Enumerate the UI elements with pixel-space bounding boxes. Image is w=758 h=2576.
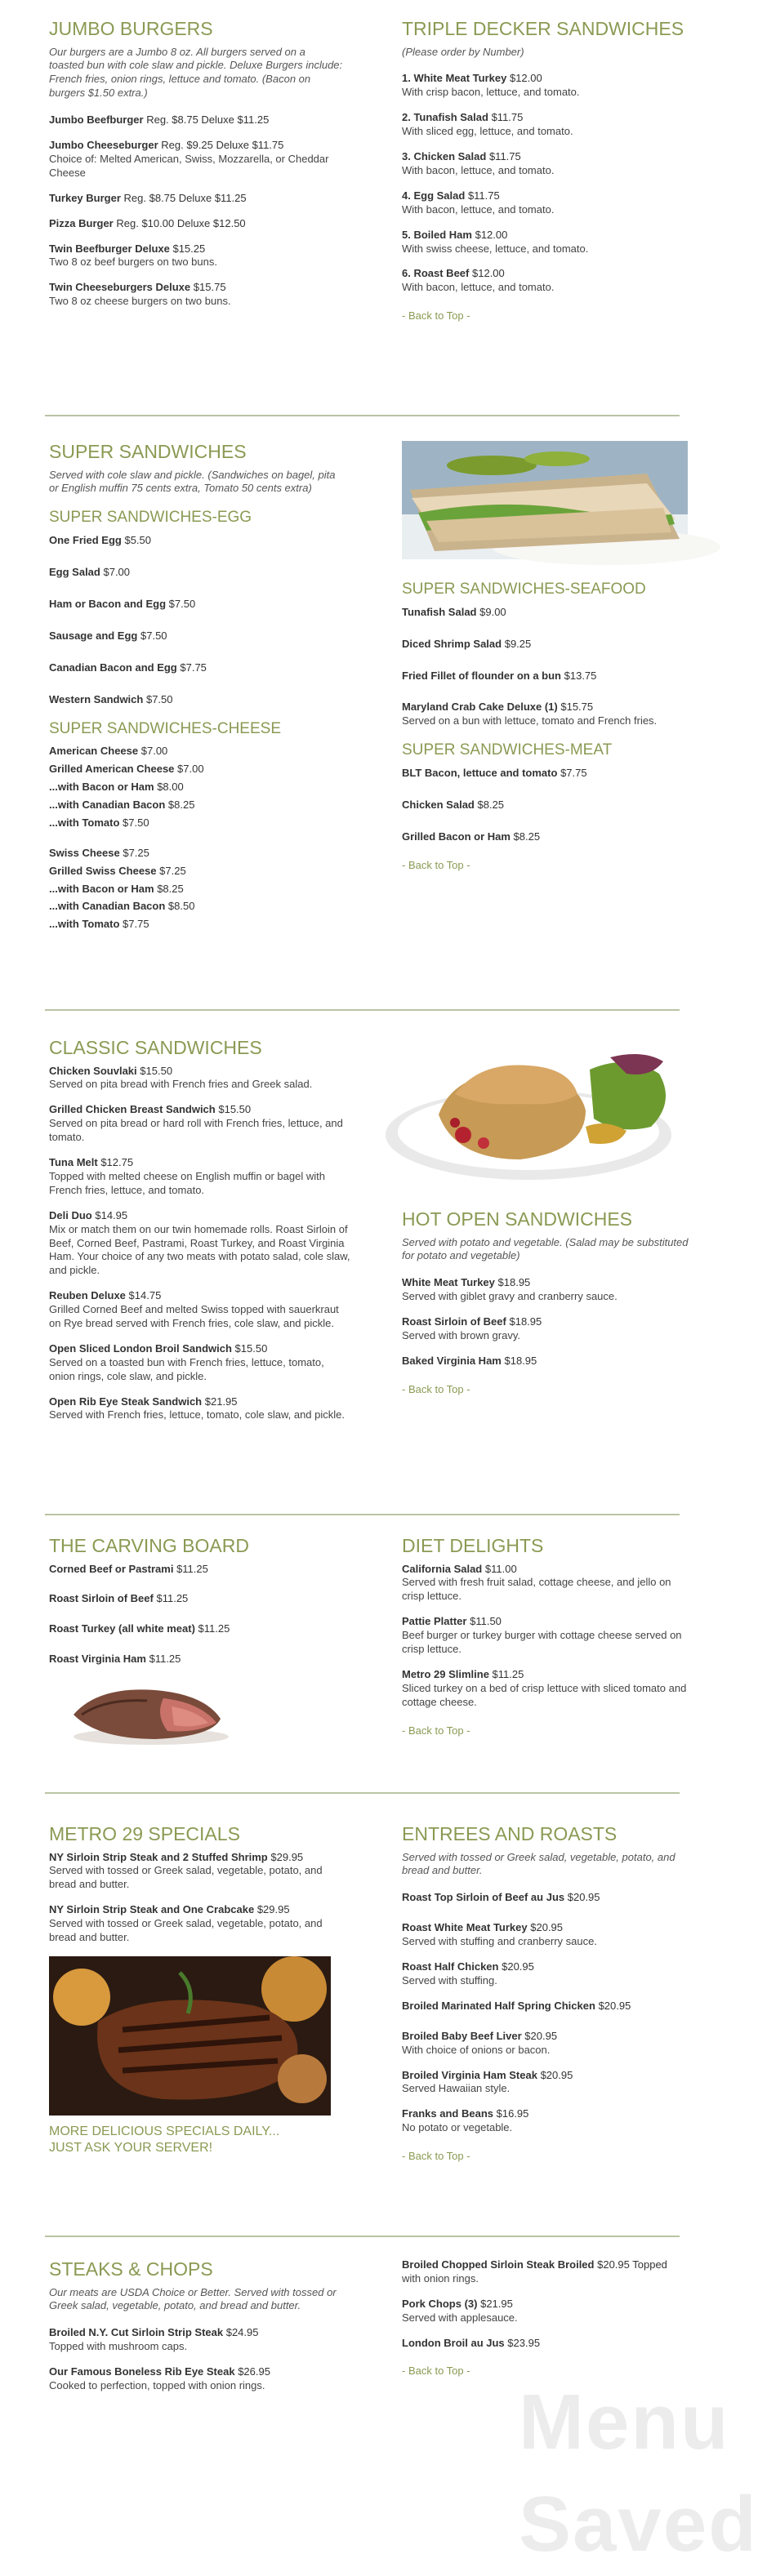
- roast-beef-photo: [65, 1678, 237, 1747]
- item-price: $8.25: [513, 830, 541, 843]
- item-desc: With choice of onions or bacon.: [402, 2043, 551, 2056]
- item-name: Roast Top Sirloin of Beef au Jus: [402, 1891, 565, 1904]
- back-to-top-link[interactable]: - Back to Top -: [402, 1382, 470, 1395]
- item-price: $8.25: [167, 798, 195, 811]
- item-price: $8.50: [167, 900, 195, 913]
- item-desc: Served with tossed or Greek salad, vegetable, potato, and bread and butter.: [49, 1864, 323, 1891]
- menu-item: [49, 2326, 343, 2354]
- item-price: $15.50: [234, 1341, 268, 1355]
- menu-item: [49, 661, 343, 675]
- menu-item: [49, 918, 343, 932]
- item-price: $20.95: [524, 2029, 558, 2042]
- item-name: Jumbo Cheeseburger: [49, 139, 158, 152]
- steaks-chops-column: [49, 2258, 343, 2405]
- item-price: $29.95: [270, 1850, 304, 1863]
- diet-delights-column: [402, 1535, 696, 1738]
- section-title: SUPER SANDWICHES: [49, 441, 247, 462]
- item-desc: Served with French fries, lettuce, tomato, cole slaw, and pickle.: [49, 1408, 346, 1421]
- item-price: $15.75: [193, 281, 226, 294]
- item-price: $7.50: [123, 816, 149, 829]
- menu-item: [49, 763, 343, 776]
- menu-item: [402, 1615, 696, 1657]
- menu-item: [49, 745, 343, 759]
- section-intro: Our burgers are a Jumbo 8 oz. All burgers served on a toasted bun with cole slaw and pickle. Deluxe Burgers include: French fries, onion rings, lettuce and tomato. (Bacon on burgers $1.50 extra.): [49, 45, 343, 100]
- item-price: $8.25: [477, 798, 505, 811]
- item-desc: Served with stuffing.: [402, 1973, 497, 1987]
- super-sandwiches-left-column: [49, 441, 343, 936]
- item-name: ...with Canadian Bacon: [49, 900, 166, 913]
- item-name: Turkey Burger: [49, 191, 121, 204]
- item-price: $18.95: [509, 1315, 542, 1328]
- item-price: $14.95: [95, 1208, 128, 1221]
- menu-item: [402, 72, 696, 100]
- section-title: DIET DELIGHTS: [402, 1535, 544, 1556]
- item-name: Broiled Chopped Sirloin Steak Broiled: [402, 2258, 595, 2271]
- back-to-top-link[interactable]: - Back to Top -: [402, 858, 470, 871]
- item-desc: With crisp bacon, lettuce, and tomato.: [402, 86, 580, 99]
- item-price: Reg. $8.75 Deluxe $11.25: [123, 191, 247, 204]
- menu-item: [49, 1653, 343, 1666]
- item-name: ...with Canadian Bacon: [49, 798, 166, 811]
- menu-item: [49, 900, 343, 914]
- item-name: Open Rib Eye Steak Sandwich: [49, 1395, 203, 1408]
- item-price: $15.25: [172, 242, 206, 255]
- item-name: California Salad: [402, 1562, 483, 1575]
- menu-item: [402, 189, 696, 217]
- item-name: Fried Fillet of flounder on a bun: [402, 669, 561, 682]
- item-desc: Choice of: Melted American, Swiss, Mozzarella, or Cheddar Cheese: [49, 152, 329, 179]
- item-name: Roast Sirloin of Beef: [49, 1592, 154, 1605]
- menu-item: [49, 1156, 351, 1198]
- item-price: $11.25: [156, 1592, 189, 1605]
- super-sandwiches-right-column: [402, 441, 696, 873]
- menu-item: [49, 1342, 351, 1384]
- item-name: Roast Half Chicken: [402, 1960, 499, 1973]
- item-desc: Topped with melted cheese on English muffin or bagel with French fries, lettuce, and tomato.: [49, 1169, 325, 1196]
- section-title: METRO 29 SPECIALS: [49, 1823, 240, 1844]
- item-name: Twin Beefburger Deluxe: [49, 242, 170, 255]
- steak-photo: [49, 1956, 331, 2116]
- menu-item: [49, 1592, 343, 1606]
- item-name: Pork Chops (3): [402, 2297, 478, 2310]
- section-title: ENTREES AND ROASTS: [402, 1823, 618, 1844]
- item-price: $11.25: [198, 1622, 230, 1635]
- back-to-top-link[interactable]: - Back to Top -: [402, 2150, 470, 2163]
- menu-item: [402, 1960, 696, 1988]
- steaks-chops-right-column: [402, 2258, 696, 2378]
- menu-item: [402, 606, 696, 620]
- item-price: $7.00: [177, 763, 204, 776]
- item-price: $20.95: [530, 1921, 564, 1934]
- item-name: Pizza Burger: [49, 216, 114, 229]
- item-name: Roast White Meat Turkey: [402, 1921, 528, 1934]
- hot-open-sandwiches-column: [402, 1037, 696, 1397]
- menu-item: [49, 113, 343, 127]
- item-price: $9.25: [504, 637, 532, 650]
- menu-item: [49, 281, 343, 309]
- item-name: 5. Boiled Ham: [402, 228, 472, 241]
- item-name: London Broil au Jus: [402, 2336, 505, 2349]
- back-to-top-link[interactable]: - Back to Top -: [402, 309, 470, 323]
- item-price: $7.25: [159, 864, 186, 877]
- item-name: Twin Cheeseburgers Deluxe: [49, 281, 191, 294]
- item-name: Open Sliced London Broil Sandwich: [49, 1341, 232, 1355]
- item-name: Our Famous Boneless Rib Eye Steak: [49, 2365, 235, 2378]
- triple-decker-column: [402, 18, 696, 323]
- item-name: Grilled Bacon or Ham: [402, 830, 511, 843]
- carving-board-column: [49, 1535, 343, 1747]
- menu-item: [49, 1209, 351, 1278]
- item-desc: Served on pita bread with French fries and Greek salad.: [49, 1078, 313, 1091]
- item-name: Reuben Deluxe: [49, 1289, 126, 1302]
- item-price: $14.75: [128, 1289, 162, 1302]
- metro-specials-column: [49, 1823, 343, 2156]
- menu-item: [49, 630, 343, 643]
- item-desc: Served with stuffing and cranberry sauce.: [402, 1935, 597, 1948]
- item-name: American Cheese: [49, 745, 139, 758]
- item-price: $11.00: [484, 1562, 517, 1575]
- hot-open-sandwich-photo: [381, 1037, 684, 1184]
- item-name: Canadian Bacon and Egg: [49, 661, 177, 674]
- item-name: 6. Roast Beef: [402, 267, 470, 280]
- item-name: Metro 29 Slimline: [402, 1667, 489, 1680]
- item-name: ...with Tomato: [49, 816, 120, 829]
- item-price: $16.95: [496, 2107, 529, 2120]
- item-name: Maryland Crab Cake Deluxe (1): [402, 701, 558, 714]
- menu-item: [402, 267, 696, 295]
- item-name: Deli Duo: [49, 1208, 92, 1221]
- menu-item: [49, 1103, 351, 1145]
- item-price: $7.00: [140, 745, 168, 758]
- item-desc: Served with fresh fruit salad, cottage cheese, and jello on crisp lettuce.: [402, 1576, 671, 1603]
- item-name: 4. Egg Salad: [402, 189, 466, 202]
- section-intro: (Please order by Number): [402, 45, 524, 58]
- menu-saved-watermark: Menu Saved: [519, 2378, 758, 2568]
- item-price: $20.95 Topped: [597, 2258, 667, 2271]
- item-desc: Mix or match them on our twin homemade rolls. Roast Sirloin of Beef, Corned Beef, Pastrami, Roast Turkey, and Roast Virginia Ham. Your choice of any two meats with potato salad, cole slaw, and pickle.: [49, 1222, 350, 1277]
- more-specials-note: [49, 2124, 343, 2156]
- menu-item: [402, 111, 696, 139]
- item-desc: Sliced turkey on a bed of crisp lettuce with sliced tomato and cottage cheese.: [402, 1681, 687, 1708]
- item-name: NY Sirloin Strip Steak and 2 Stuffed Shrimp: [49, 1850, 268, 1863]
- back-to-top-link[interactable]: - Back to Top -: [402, 2365, 470, 2378]
- menu-item: [49, 1622, 343, 1636]
- section-classic-hot: [45, 1037, 689, 1510]
- item-desc: Served with brown gravy.: [402, 1329, 520, 1342]
- item-name: 2. Tunafish Salad: [402, 111, 488, 124]
- section-super-sandwiches: [45, 441, 680, 996]
- section-title: JUMBO BURGERS: [49, 18, 213, 39]
- menu-item: [402, 2107, 696, 2135]
- menu-item: [402, 2298, 696, 2325]
- item-name: Grilled Chicken Breast Sandwich: [49, 1103, 216, 1116]
- item-price: $18.95: [497, 1276, 531, 1289]
- item-name: Chicken Souvlaki: [49, 1064, 137, 1077]
- item-desc: Two 8 oz beef burgers on two buns.: [49, 256, 217, 269]
- item-name: 1. White Meat Turkey: [402, 72, 507, 85]
- item-desc: Served with giblet gravy and cranberry sauce.: [402, 1290, 618, 1303]
- more-specials-line2: JUST ASK YOUR SERVER!: [49, 2140, 213, 2155]
- item-name: Ham or Bacon and Egg: [49, 597, 167, 610]
- subsection-title: SUPER SANDWICHES-EGG: [49, 509, 252, 527]
- item-price: $15.50: [140, 1064, 173, 1077]
- section-divider: [45, 1514, 680, 1515]
- item-price: $12.00: [509, 72, 542, 85]
- section-divider: [45, 2236, 680, 2237]
- item-name: Roast Sirloin of Beef: [402, 1315, 506, 1328]
- section-divider: [45, 1009, 680, 1011]
- item-price: $21.95: [204, 1395, 238, 1408]
- menu-item: [49, 598, 343, 612]
- menu-item: [49, 217, 343, 231]
- item-name: Western Sandwich: [49, 692, 144, 705]
- item-name: Baked Virginia Ham: [402, 1354, 502, 1367]
- item-name: Roast Virginia Ham: [49, 1653, 146, 1666]
- item-desc: Served on a bun with lettuce, tomato and French fries.: [402, 714, 658, 727]
- item-name: Sausage and Egg: [49, 629, 138, 642]
- item-price: $11.25: [492, 1667, 524, 1680]
- item-name: ...with Bacon or Ham: [49, 781, 154, 794]
- subsection-title: SUPER SANDWICHES-SEAFOOD: [402, 581, 646, 598]
- item-price: $18.95: [504, 1354, 537, 1367]
- item-name: Egg Salad: [49, 566, 100, 579]
- menu-item: [402, 670, 696, 683]
- section-intro: Served with potato and vegetable. (Salad may be substituted for potato and vegetable): [402, 1235, 689, 1262]
- item-price: $7.50: [168, 597, 196, 610]
- item-price: $5.50: [124, 534, 152, 547]
- item-name: Tunafish Salad: [402, 605, 477, 618]
- item-price: $20.95: [598, 1999, 631, 2012]
- item-price: $12.00: [475, 228, 508, 241]
- item-price: $20.95: [567, 1891, 600, 1904]
- section-divider: [45, 1792, 680, 1794]
- item-price: $12.00: [472, 267, 505, 280]
- subsection-title: SUPER SANDWICHES-CHEESE: [49, 719, 281, 737]
- menu-item: [49, 139, 343, 180]
- item-name: Chicken Salad: [402, 798, 475, 811]
- item-name: Broiled Virginia Ham Steak: [402, 2068, 537, 2081]
- jumbo-burgers-column: [49, 18, 343, 320]
- item-price: $21.95: [480, 2297, 513, 2310]
- menu-item: [49, 534, 343, 548]
- section-divider: [45, 415, 680, 416]
- item-desc: Beef burger or turkey burger with cottage cheese served on crisp lettuce.: [402, 1629, 682, 1656]
- item-desc: With bacon, lettuce, and tomato.: [402, 202, 555, 216]
- item-name: Grilled American Cheese: [49, 763, 175, 776]
- back-to-top-link[interactable]: - Back to Top -: [402, 1724, 470, 1737]
- item-price: $13.75: [564, 669, 597, 682]
- menu-item: [49, 693, 343, 707]
- item-price: $7.50: [145, 692, 173, 705]
- item-price: $11.75: [488, 150, 521, 163]
- menu-item: [49, 1065, 351, 1092]
- item-price: Reg. $8.75 Deluxe $11.25: [146, 113, 270, 127]
- item-name: Broiled Marinated Half Spring Chicken: [402, 1999, 595, 2012]
- item-desc: Served with tossed or Greek salad, vegetable, potato, and bread and butter.: [49, 1917, 323, 1944]
- menu-item: [49, 192, 343, 206]
- menu-item: [402, 150, 696, 178]
- item-price: $11.25: [176, 1562, 208, 1575]
- section-title: CLASSIC SANDWICHES: [49, 1037, 262, 1058]
- entrees-roasts-column: [402, 1823, 696, 2164]
- menu-item: [49, 242, 343, 270]
- menu-item: [49, 781, 343, 794]
- menu-item: [402, 799, 696, 812]
- section-intro: Our meats are USDA Choice or Better. Served with tossed or Greek salad, vegetable, potato, and bread and butter.: [49, 2285, 337, 2312]
- menu-item: [49, 1395, 351, 1423]
- item-price: $24.95: [225, 2326, 259, 2339]
- item-price: $7.25: [123, 846, 149, 859]
- menu-item: [49, 1289, 351, 1331]
- item-desc: No potato or vegetable.: [402, 2121, 513, 2134]
- menu-item: [49, 865, 343, 879]
- item-desc: Grilled Corned Beef and melted Swiss topped with sauerkraut on Rye bread served with French fries, cole slaw, and pickle.: [49, 1303, 339, 1329]
- menu-item: [402, 1921, 696, 1949]
- menu-item: [402, 229, 696, 256]
- section-title: THE CARVING BOARD: [49, 1535, 249, 1556]
- item-name: Diced Shrimp Salad: [402, 637, 502, 650]
- menu-item: [402, 1891, 696, 1905]
- menu-item: [402, 1563, 696, 1604]
- item-desc: Two 8 oz cheese burgers on two buns.: [49, 295, 231, 308]
- item-desc: With swiss cheese, lettuce, and tomato.: [402, 242, 589, 255]
- menu-item: [402, 2337, 696, 2351]
- menu-item: [49, 1903, 343, 1945]
- menu-item: [402, 2069, 696, 2097]
- item-name: 3. Chicken Salad: [402, 150, 487, 163]
- item-name: NY Sirloin Strip Steak and One Crabcake: [49, 1903, 255, 1916]
- menu-item: [402, 1276, 696, 1304]
- item-price: $15.50: [218, 1103, 252, 1116]
- menu-item: [402, 2258, 696, 2286]
- item-name: Roast Turkey (all white meat): [49, 1622, 195, 1635]
- section-title: STEAKS & CHOPS: [49, 2258, 213, 2280]
- menu-item: [49, 799, 343, 812]
- item-name: Grilled Swiss Cheese: [49, 864, 157, 877]
- item-desc: Topped with mushroom caps.: [49, 2340, 188, 2353]
- menu-item: [402, 2000, 696, 2013]
- item-name: White Meat Turkey: [402, 1276, 495, 1289]
- item-price: $29.95: [256, 1903, 290, 1916]
- item-desc: Served with applesauce.: [402, 2311, 518, 2324]
- menu-item: [402, 1355, 696, 1368]
- item-name: BLT Bacon, lettuce and tomato: [402, 767, 558, 780]
- item-name: Jumbo Beefburger: [49, 113, 144, 127]
- section-metro-entrees: [45, 1823, 680, 2215]
- item-name: Tuna Melt: [49, 1156, 98, 1169]
- menu-item: [402, 701, 696, 728]
- menu-item: [49, 2365, 343, 2393]
- section-title: TRIPLE DECKER SANDWICHES: [402, 18, 684, 39]
- menu-item: [49, 816, 343, 830]
- section-carving-diet: [45, 1535, 687, 1780]
- item-name: Pattie Platter: [402, 1615, 467, 1628]
- item-price: $15.75: [560, 701, 594, 714]
- item-name: Broiled N.Y. Cut Sirloin Strip Steak: [49, 2326, 224, 2339]
- item-desc: With sliced egg, lettuce, and tomato.: [402, 125, 573, 138]
- item-price: Reg. $9.25 Deluxe $11.75: [161, 139, 284, 152]
- menu-item: [49, 1851, 343, 1893]
- item-price: $9.00: [479, 605, 506, 618]
- item-price: $20.95: [502, 1960, 534, 1973]
- menu-item: [402, 767, 696, 781]
- item-price: $8.00: [157, 781, 184, 794]
- item-price: $11.75: [467, 189, 500, 202]
- item-price: $11.50: [470, 1615, 502, 1628]
- subsection-title: SUPER SANDWICHES-MEAT: [402, 741, 613, 759]
- item-name: ...with Bacon or Ham: [49, 882, 154, 895]
- section-intro: Served with cole slaw and pickle. (Sandwiches on bagel, pita or English muffin 75 cents extra, Tomato 50 cents extra): [49, 468, 336, 495]
- item-name: ...with Tomato: [49, 918, 120, 931]
- item-desc: With bacon, lettuce, and tomato.: [402, 163, 555, 176]
- item-price: $11.75: [491, 111, 524, 124]
- item-price: $7.50: [140, 629, 167, 642]
- item-desc: With bacon, lettuce, and tomato.: [402, 281, 555, 294]
- menu-item: [402, 1668, 696, 1710]
- item-name: Corned Beef or Pastrami: [49, 1562, 174, 1575]
- menu-item: [49, 883, 343, 896]
- item-price: Reg. $10.00 Deluxe $12.50: [116, 216, 246, 229]
- item-price: $26.95: [238, 2365, 270, 2378]
- item-name: Swiss Cheese: [49, 846, 120, 859]
- item-desc: Served Hawaiian style.: [402, 2082, 511, 2095]
- item-price: $7.00: [103, 566, 131, 579]
- menu-item: [402, 638, 696, 652]
- item-price: $7.75: [123, 918, 149, 931]
- menu-item: [49, 847, 343, 861]
- section-title: HOT OPEN SANDWICHES: [402, 1208, 632, 1230]
- item-desc: Served on pita bread or hard roll with French fries, lettuce, and tomato.: [49, 1117, 343, 1144]
- menu-item: [49, 566, 343, 580]
- item-price: $23.95: [507, 2336, 541, 2349]
- item-desc: Served on a toasted bun with French fries, lettuce, tomato, onion rings, cole slaw, and pickle.: [49, 1355, 324, 1382]
- menu-item: [402, 1315, 696, 1343]
- menu-item: [49, 1563, 343, 1577]
- item-price: $8.25: [157, 882, 184, 895]
- item-price: $7.75: [560, 767, 587, 780]
- section-jumbo-triple: [45, 18, 684, 402]
- item-name: One Fried Egg: [49, 534, 122, 547]
- item-name: Franks and Beans: [402, 2107, 493, 2120]
- item-price: $20.95: [540, 2068, 573, 2081]
- section-intro: Served with tossed or Greek salad, vegetable, potato, and bread and butter.: [402, 1850, 676, 1877]
- item-price: $11.25: [149, 1653, 181, 1666]
- classic-sandwiches-column: [49, 1037, 351, 1434]
- more-specials-line1: MORE DELICIOUS SPECIALS DAILY...: [49, 2124, 280, 2138]
- item-desc: with onion rings.: [402, 2271, 479, 2285]
- sandwich-photo: [402, 441, 688, 559]
- item-desc: Cooked to perfection, topped with onion rings.: [49, 2379, 265, 2392]
- menu-item: [402, 830, 696, 844]
- item-price: $12.75: [100, 1156, 134, 1169]
- item-name: Broiled Baby Beef Liver: [402, 2029, 522, 2042]
- menu-item: [402, 2030, 696, 2058]
- item-price: $7.75: [180, 661, 207, 674]
